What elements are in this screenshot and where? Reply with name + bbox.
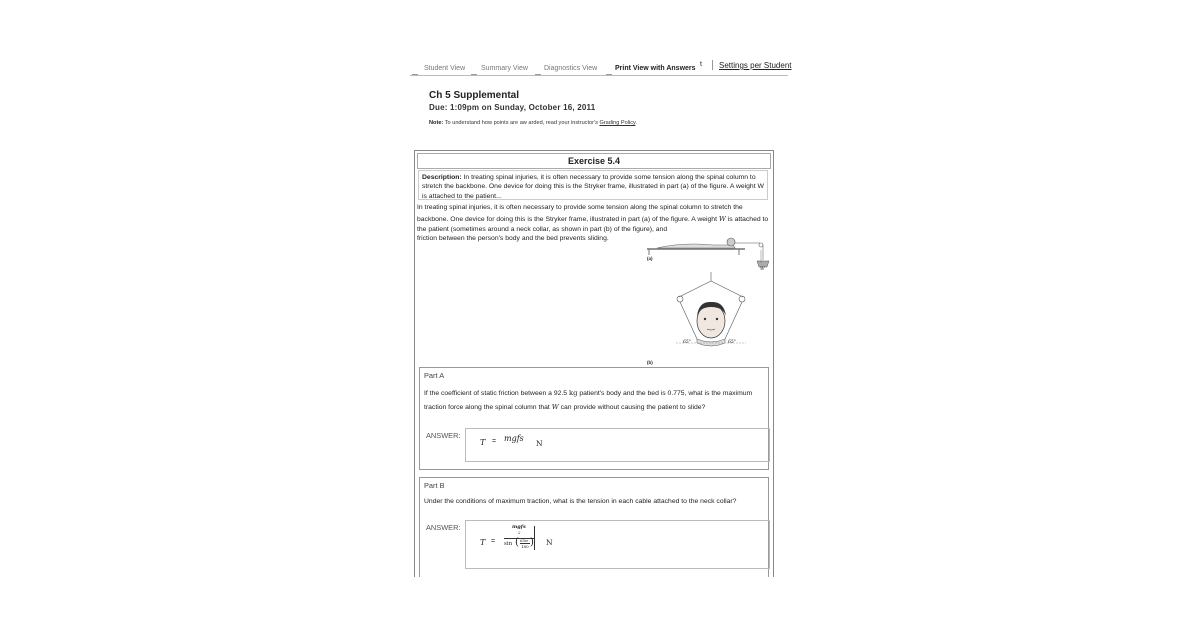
weight-symbol: W	[718, 214, 726, 223]
figure-b-label: (b)	[647, 360, 653, 365]
fraction-numerator-denominator: 2	[518, 530, 521, 535]
answer-lhs: T	[480, 438, 486, 447]
tab-separator	[412, 74, 418, 75]
answer-lhs: T	[480, 538, 486, 547]
divider	[712, 60, 713, 70]
figure-a-label: (a)	[647, 256, 653, 261]
part-b	[419, 477, 769, 577]
angle-right-label: 65°	[728, 340, 736, 345]
part-a-text-3: can provide without causing the patient to slide?	[560, 403, 706, 411]
problem-text-2: is attached to the patient (sometimes around a neck collar, as shown in part (b) of the figure), and	[417, 215, 769, 233]
grading-policy-link[interactable]: Grading Policy	[599, 120, 636, 126]
neck-collar-figure	[671, 269, 751, 359]
answer-bracket	[534, 526, 535, 550]
problem-text-1: In treating spinal injuries, it is often necessary to provide some tension along the spinal column to stretch the backbone. One device for doing this is the Stryker frame, illustrated in part (a) of the figure. A weight	[417, 204, 743, 223]
part-a-answer-box	[465, 428, 770, 462]
part-b-question: Under the conditions of maximum traction, what is the tension in each cable attached to the neck collar?	[424, 498, 737, 505]
description-label: Description:	[422, 174, 462, 181]
answer-expression: mgfs	[504, 434, 524, 443]
truncated-tab[interactable]: t	[700, 61, 702, 68]
sin-function: sin	[504, 541, 513, 547]
tab-separator	[471, 74, 477, 75]
unit-kg: kg	[568, 389, 578, 397]
tab-separator	[606, 74, 612, 75]
part-b-label: Part B	[424, 481, 445, 490]
paren-right: )	[530, 537, 534, 548]
paren-left: (	[515, 537, 519, 548]
due-date: Due: 1:09pm on Sunday, October 16, 2011	[429, 103, 596, 112]
assignment-title: Ch 5 Supplemental	[429, 90, 520, 101]
exercise-title: Exercise 5.4	[417, 153, 771, 169]
settings-per-student-link[interactable]: Settings per Student	[719, 61, 792, 70]
note-end: .	[635, 120, 637, 126]
problem-statement	[417, 203, 771, 236]
part-a-label: Part A	[424, 371, 445, 380]
part-b-answer-label: ANSWER:	[426, 523, 461, 532]
angle-denominator: 180	[521, 544, 529, 549]
part-a	[419, 367, 769, 470]
weight-symbol: W	[551, 402, 559, 411]
view-tabs	[410, 57, 792, 76]
fraction-numerator: mgfs	[512, 524, 526, 530]
part-a-text-1: If the coefficient of static friction between a 92.5	[424, 390, 568, 397]
answer-equals: =	[492, 438, 497, 445]
description-box	[418, 170, 768, 200]
note-label: Note:	[429, 120, 444, 126]
answer-unit: N	[546, 538, 553, 547]
tab-print-view-with-answers[interactable]: Print View with Answers	[615, 65, 696, 72]
angle-left-label: 65°	[683, 340, 691, 345]
angle-numerator: 65π	[520, 538, 528, 543]
figure-weight-label: W	[760, 267, 765, 272]
tab-diagnostics-view[interactable]: Diagnostics View	[544, 65, 598, 72]
part-b-answer-box	[465, 520, 770, 569]
grading-note	[429, 120, 637, 126]
part-a-question	[424, 387, 759, 414]
tab-student-view[interactable]: Student View	[424, 65, 466, 72]
answer-equals: =	[491, 538, 496, 545]
part-a-text-2: patient's body and the bed is 0.775, what is the maximum traction force along the spinal column that	[424, 390, 753, 411]
tab-summary-view[interactable]: Summary View	[481, 65, 528, 72]
description-text: In treating spinal injuries, it is often necessary to provide some tension along the spinal column to stretch the backbone. One device for doing this is the Stryker frame, illustrated in part (a) of the figure. A weight W is attached to the patient...	[422, 174, 764, 200]
exercise-panel	[414, 150, 774, 577]
problem-text-3: friction between the person's body and the bed prevents sliding.	[417, 235, 609, 242]
tab-separator	[535, 74, 541, 75]
answer-unit: N	[536, 439, 543, 448]
part-a-answer-label: ANSWER:	[426, 431, 461, 440]
note-text: To understand how points are aw arded, read your instructor's	[444, 120, 598, 126]
